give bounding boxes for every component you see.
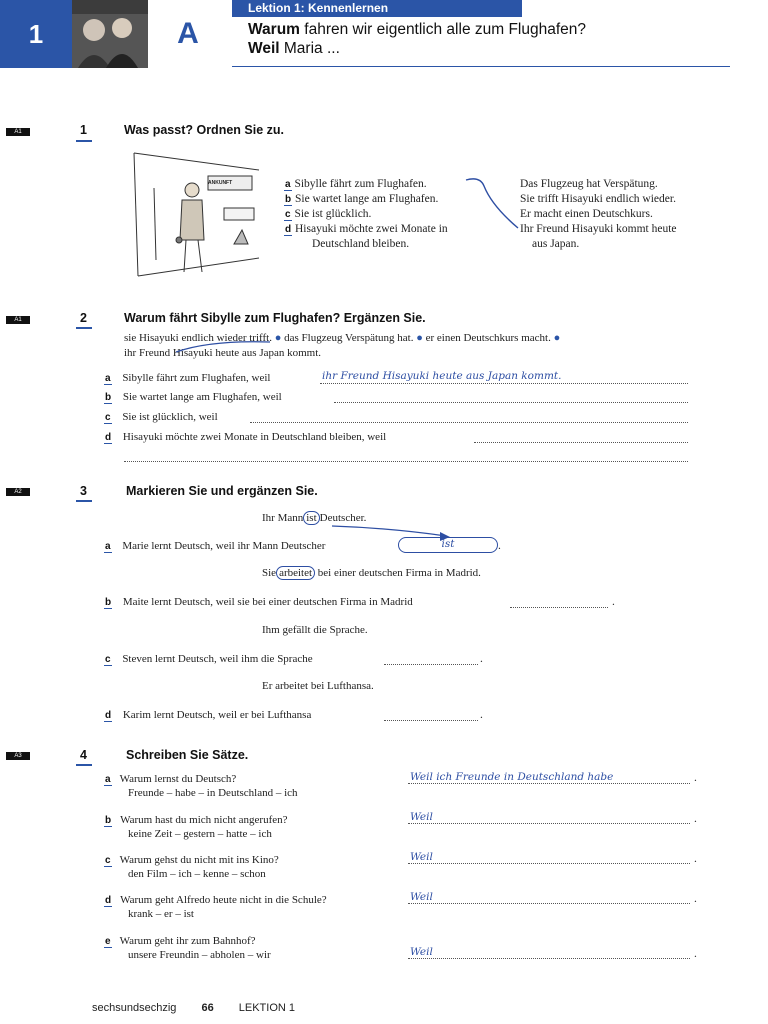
ex4-answer-a[interactable]: Weil ich Freunde in Deutschland habe [410, 771, 614, 783]
ex1-left-text: Sie wartet lange am Flughafen. [294, 193, 439, 205]
page-footer [92, 1002, 295, 1014]
ex4-question: Warum geht Alfredo heute nicht in die Schule? [120, 894, 327, 906]
people-photo-icon [72, 0, 148, 68]
ex3-text: Marie lernt Deutsch, weil ihr Mann Deutscher [122, 540, 326, 552]
title-rest: fahren wir eigentlich alle zum Flughafen? [299, 21, 587, 38]
ex2-letter: d [105, 432, 112, 443]
ex3-letter: c [105, 654, 111, 665]
ex2-item-d [104, 431, 386, 443]
header-rule [232, 66, 730, 67]
answer-line[interactable] [384, 664, 478, 665]
ex3-level-tag: A2 [6, 488, 30, 496]
ex1-left-item [284, 237, 448, 252]
ex4-item-e [104, 934, 271, 962]
period: . [694, 772, 697, 784]
ex1-left-item [284, 222, 448, 237]
period: . [694, 948, 697, 960]
answer-line[interactable] [124, 461, 688, 462]
ex1-number-underline [76, 140, 92, 142]
circled-verb: arbeitet [276, 566, 315, 580]
ex2-number-underline [76, 327, 92, 329]
period: . [694, 893, 697, 905]
ex1-right-item: Er macht einen Deutschkurs. [520, 208, 653, 220]
ex4-words: unsere Freundin – abholen – wir [128, 949, 271, 961]
answer-line[interactable] [408, 903, 690, 904]
bullet-icon: ● [553, 332, 561, 344]
ex1-right-item: aus Japan. [532, 238, 580, 250]
arrival-sign: ANKUNFT [208, 180, 233, 186]
answer-line [320, 383, 688, 384]
ex2-text: Sie ist glücklich, weil [122, 411, 218, 423]
ex2-answer-a[interactable]: ihr Freund Hisayuki heute aus Japan kommt. [322, 370, 562, 382]
airport-illustration [124, 148, 264, 282]
ex2-text: Sie wartet lange am Flughafen, weil [122, 391, 282, 403]
subtitle-bold: Weil [248, 40, 280, 57]
ex1-number: 1 [80, 123, 87, 137]
ex1-left-list [284, 177, 448, 252]
ex4-answer-b[interactable]: Weil [410, 811, 433, 823]
ex1-left-text: Sibylle fährt zum Flughafen. [294, 178, 427, 190]
ex4-level-tag: A3 [6, 752, 30, 760]
ex1-left-text: Deutschland bleiben. [312, 238, 410, 250]
answer-line [408, 783, 690, 784]
chapter-number: 1 [0, 0, 72, 68]
footer-word: sechsundsechzig [92, 1002, 177, 1014]
answer-line[interactable] [250, 422, 688, 423]
ex1-left-text: Hisayuki möchte zwei Monate in [294, 223, 448, 235]
example-text: bei einer deutschen Firma in Madrid. [317, 567, 481, 579]
ex4-letter: e [105, 936, 111, 947]
ex4-answer-d[interactable]: Weil [410, 891, 433, 903]
ex3-number-underline [76, 500, 92, 502]
ex4-words: keine Zeit – gestern – hatte – ich [128, 828, 272, 840]
ex4-item-a [104, 772, 298, 800]
ex3-text: Maite lernt Deutsch, weil sie bei einer deutschen Firma in Madrid [122, 596, 413, 608]
answer-line[interactable] [334, 402, 688, 403]
ex4-item-b [104, 813, 288, 841]
period: . [612, 596, 615, 608]
subtitle-rest: Maria ... [279, 40, 340, 57]
ex2-item-b [104, 391, 282, 403]
ex1-left-item [284, 177, 448, 192]
answer-line[interactable] [408, 958, 690, 959]
ex4-letter: d [105, 895, 112, 906]
strike-mark [170, 336, 310, 356]
bullet-icon: ● [416, 332, 423, 344]
ex4-question: Warum lernst du Deutsch? [119, 773, 237, 785]
page-title [248, 20, 586, 58]
ex4-item-c [104, 853, 279, 881]
ex2-letter: b [105, 392, 112, 403]
airport-woman-icon [124, 148, 264, 282]
answer-line[interactable] [510, 607, 608, 608]
ex3-text: Karim lernt Deutsch, weil er bei Lufthansa [122, 709, 312, 721]
connection-line [462, 176, 522, 240]
header-photo [72, 0, 148, 68]
ex1-right-list [520, 177, 677, 252]
ex4-answer-c[interactable]: Weil [410, 851, 433, 863]
pool-item: das Flugzeug Verspätung hat. [284, 332, 414, 344]
lesson-label: Lektion 1: Kennenlernen [232, 0, 522, 17]
ex4-answer-e[interactable]: Weil [410, 946, 433, 958]
ex3-number: 3 [80, 484, 87, 498]
ex4-letter: b [105, 815, 112, 826]
period: . [480, 653, 483, 665]
example-text: Deutscher. [319, 512, 367, 524]
ex1-right-item: Das Flugzeug hat Verspätung. [520, 178, 658, 190]
ex4-letter: a [105, 774, 111, 785]
example-text: Sie [262, 567, 277, 579]
ex1-left-item [284, 192, 448, 207]
ex3-answer-a[interactable]: ist [398, 537, 498, 553]
ex1-left-text: Sie ist glücklich. [294, 208, 372, 220]
pool-item: ihr Freund Hisayuki heute aus Japan kommt. [124, 347, 322, 359]
answer-line[interactable] [408, 863, 690, 864]
ex1-letter: b [285, 194, 292, 205]
answer-line[interactable] [384, 720, 478, 721]
ex2-title: Warum fährt Sibylle zum Flughafen? Ergänzen Sie. [124, 311, 426, 325]
ex1-right-item: Sie trifft Hisayuki endlich wieder. [520, 193, 676, 205]
ex4-item-d [104, 893, 327, 921]
period: . [694, 813, 697, 825]
ex4-title: Schreiben Sie Sätze. [126, 748, 249, 762]
ex3-item-c [104, 653, 313, 665]
answer-line[interactable] [408, 823, 690, 824]
bullet-icon: ● [274, 332, 282, 344]
ex3-letter: d [105, 710, 112, 721]
ex4-words: Freunde – habe – in Deutschland – ich [128, 787, 298, 799]
ex2-text: Sibylle fährt zum Flughafen, weil [122, 372, 271, 384]
pool-item: sie Hisayuki endlich wieder trifft. [124, 332, 272, 344]
ex2-item-c [104, 411, 218, 423]
ex4-words: krank – er – ist [128, 908, 194, 920]
page-number: 66 [201, 1002, 214, 1014]
period: . [498, 540, 501, 552]
ex4-question: Warum gehst du nicht mit ins Kino? [119, 854, 279, 866]
circled-verb: ist [303, 511, 319, 525]
ex3-title: Markieren Sie und ergänzen Sie. [126, 484, 318, 498]
ex1-left-item [284, 207, 448, 222]
ex4-words: den Film – ich – kenne – schon [128, 868, 266, 880]
footer-lesson: LEKTION 1 [238, 1002, 296, 1014]
section-letter: A [177, 17, 199, 50]
ex3-item-b [104, 596, 413, 608]
example-text: Ihr Mann [262, 512, 304, 524]
ex2-text: Hisayuki möchte zwei Monate in Deutschland bleiben, weil [122, 431, 387, 443]
ex1-letter: d [285, 224, 292, 235]
ex2-number: 2 [80, 311, 87, 325]
ex1-title: Was passt? Ordnen Sie zu. [124, 123, 284, 137]
ex3-letter: a [105, 541, 111, 552]
pool-item: er einen Deutschkurs macht. [425, 332, 551, 344]
ex1-level-tag: A1 [6, 128, 30, 136]
ex1-letter: a [285, 179, 291, 190]
ex3-text: Steven lernt Deutsch, weil ihm die Sprache [122, 653, 313, 665]
ex3-item-a [104, 540, 325, 552]
title-bold: Warum [248, 21, 300, 38]
ex3-example-a [262, 512, 366, 524]
ex4-number-underline [76, 764, 92, 766]
ex3-item-d [104, 709, 311, 721]
ex3-example-d: Er arbeitet bei Lufthansa. [262, 680, 374, 692]
ex2-letter: a [105, 373, 111, 384]
answer-line[interactable] [474, 442, 688, 443]
period: . [480, 709, 483, 721]
ex3-example-c: Ihm gefällt die Sprache. [262, 624, 368, 636]
ex1-letter: c [285, 209, 291, 220]
ex2-letter: c [105, 412, 111, 423]
period: . [694, 853, 697, 865]
ex4-letter: c [105, 855, 111, 866]
ex4-number: 4 [80, 748, 87, 762]
ex2-item-a [104, 372, 270, 384]
ex1-right-item: Ihr Freund Hisayuki kommt heute [520, 223, 677, 235]
ex3-letter: b [105, 597, 112, 608]
ex3-example-b [262, 567, 481, 579]
ex4-question: Warum hast du mich nicht angerufen? [120, 814, 288, 826]
ex2-level-tag: A1 [6, 316, 30, 324]
ex4-question: Warum geht ihr zum Bahnhof? [119, 935, 256, 947]
